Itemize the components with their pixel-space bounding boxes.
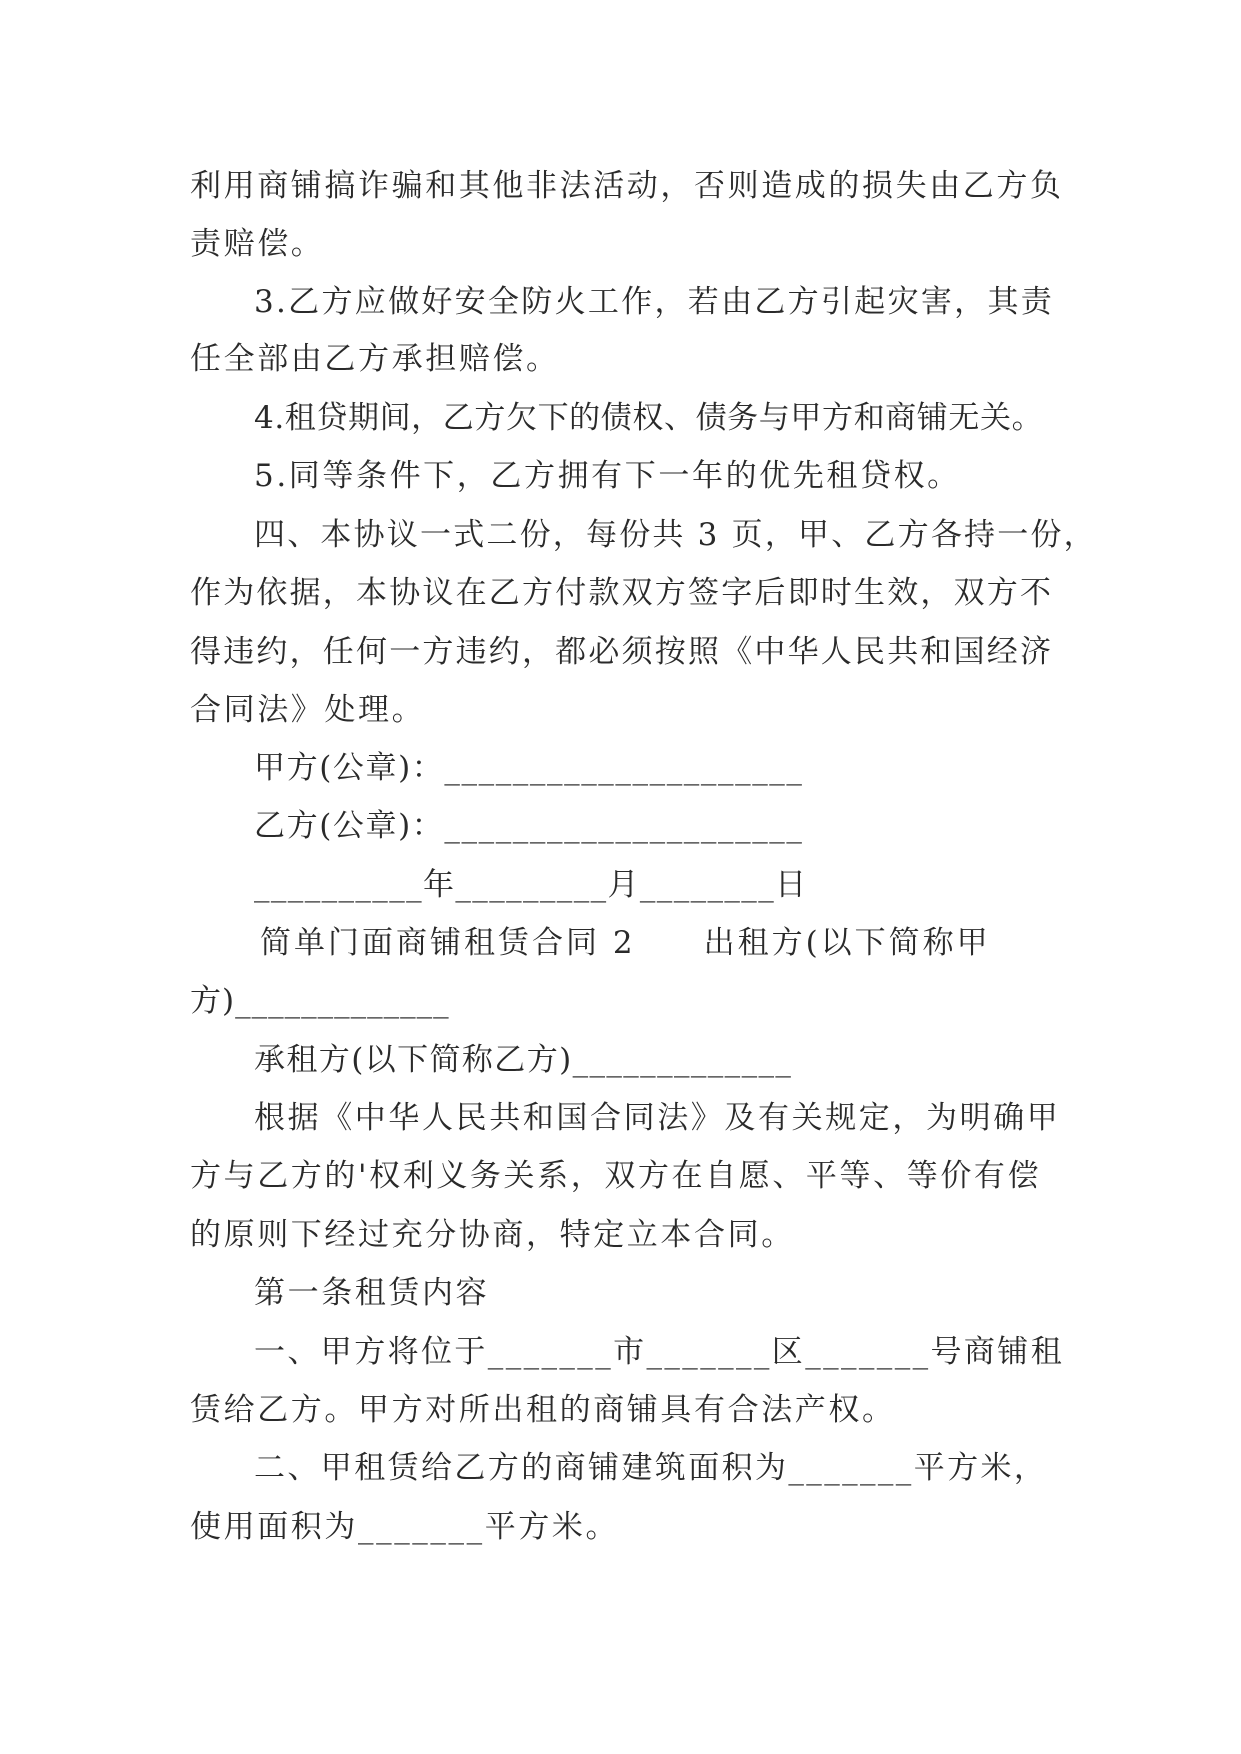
text-line: 承租方(以下简称乙方)_____________ <box>254 1042 793 1078</box>
text-line: 利用商铺搞诈骗和其他非法活动，否则造成的损失由乙方负 <box>190 168 1064 204</box>
text-line: 4.租贷期间，乙方欠下的债权、债务与甲方和商铺无关。 <box>254 400 1044 436</box>
date-line: __________年_________月________日 <box>254 867 808 903</box>
text-line: 任全部由乙方承担赔偿。 <box>190 341 560 377</box>
text-line: 得违约，任何一方违约，都必须按照《中华人民共和国经济 <box>190 634 1054 670</box>
text-line: 的原则下经过充分协商，特定立本合同。 <box>190 1217 795 1253</box>
contract-title-line: 简单门面商铺租赁合同 2 出租方(以下简称甲 <box>260 925 991 961</box>
signature-line-party-b: 乙方(公章)：_____________________ <box>254 808 804 844</box>
text-line: 方与乙方的'权利义务关系，双方在自愿、平等、等价有偿 <box>190 1158 1042 1194</box>
section-heading: 第一条租赁内容 <box>254 1275 490 1311</box>
text-line: 责赔偿。 <box>190 226 325 262</box>
text-line: 3.乙方应做好安全防火工作，若由乙方引起灾害，其责 <box>254 284 1055 320</box>
text-line: 根据《中华人民共和国合同法》及有关规定，为明确甲 <box>254 1100 1061 1136</box>
text-line: 使用面积为_______平方米。 <box>190 1509 620 1545</box>
text-line: 合同法》处理。 <box>190 692 426 728</box>
text-line: 一、甲方将位于_______市_______区_______号商铺租 <box>254 1334 1065 1370</box>
text-line: 5.同等条件下，乙方拥有下一年的优先租贷权。 <box>254 458 961 494</box>
text-line: 二、甲租赁给乙方的商铺建筑面积为_______平方米， <box>254 1450 1048 1486</box>
text-line: 四、本协议一式二份，每份共 3 页，甲、乙方各持一份， <box>254 517 1097 553</box>
signature-line-party-a: 甲方(公章)：_____________________ <box>254 750 804 786</box>
text-line: 方)_____________ <box>190 983 450 1019</box>
text-line: 赁给乙方。甲方对所出租的商铺具有合法产权。 <box>190 1392 896 1428</box>
text-line: 作为依据，本协议在乙方付款双方签字后即时生效，双方不 <box>190 575 1054 611</box>
